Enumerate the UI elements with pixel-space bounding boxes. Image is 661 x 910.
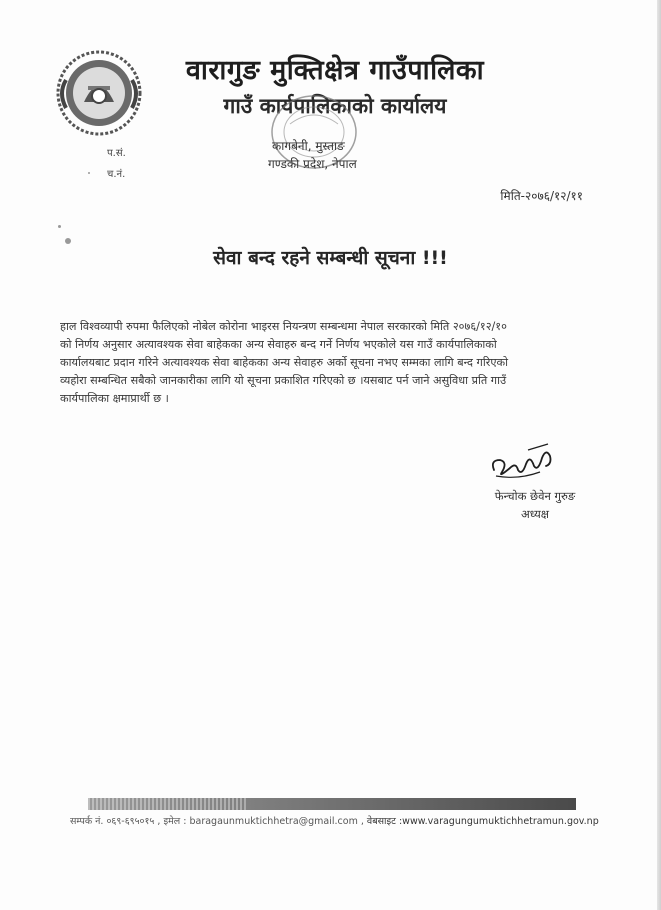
- notice-title: सेवा बन्द रहने सम्बन्धी सूचना !!!: [213, 247, 448, 269]
- notice-body: [60, 318, 605, 408]
- dispatch-number-label: च.नं.: [107, 169, 126, 180]
- scan-edge: [657, 0, 661, 910]
- footer-phone: सम्पर्क नं. ०६९-६९५०१५: [70, 816, 155, 827]
- body-line: को निर्णय अनुसार अत्यावश्यक सेवा बाहेकका अन्य सेवाहरु बन्द गर्ने निर्णय भएकोले यस गाउँ कार्यपालिकाको: [60, 338, 497, 351]
- body-line: व्यहोरा सम्बन्धित सबैको जानकारीका लागि यो सूचना प्रकाशित गरिएको छ ।यसबाट पर्न जाने असुविधा प्रति गाउँ: [60, 374, 507, 387]
- municipality-emblem-logo: [56, 50, 142, 136]
- notice-date: मिति-२०७६/१२/११: [500, 189, 583, 203]
- office-subtitle: गाउँ कार्यपालिकाको कार्यालय: [223, 94, 447, 118]
- footer-divider-bar: [88, 798, 576, 810]
- body-line: कार्यालयबाट प्रदान गरिने अत्यावश्यक सेवा बाहेकका अन्य सेवाहरु अर्को सूचना नभए सम्मका लागि बन्द गरिएको: [60, 356, 508, 369]
- body-line: कार्यपालिका क्षमाप्रार्थी छ ।: [60, 392, 169, 405]
- reference-number-label: प.सं.: [107, 148, 126, 159]
- footer-website: वेबसाइट :www.varagungumuktichhetramun.gov.np: [366, 816, 599, 827]
- body-line: हाल विश्वव्यापी रुपमा फैलिएको नोबेल कोरोना भाइरस नियन्त्रण सम्बन्धमा नेपाल सरकारको मिति २०७६/१२/१०: [60, 320, 507, 333]
- scan-speck: [65, 238, 71, 244]
- scan-speck: [58, 225, 61, 228]
- organization-title: वारागुङ मुक्तिक्षेत्र गाउँपालिका: [185, 55, 485, 86]
- footer-contact-line: सम्पर्क नं. ०६९-६९५०१५ , इमेल : baragaunmuktichhetra@gmail.com , वेबसाइट :www.varagungumuktichhetramun.gov.np: [70, 816, 599, 827]
- address-line-1: कागबेनी, मुस्ताङ: [272, 139, 345, 153]
- signatory-name: फेन्चोक छेवेन गुरुङ: [494, 489, 576, 503]
- signatory-role: अध्यक्ष: [520, 507, 550, 521]
- footer-email: इमेल : baragaunmuktichhetra@gmail.com: [163, 816, 358, 827]
- scan-speck: [88, 172, 90, 174]
- address-line-2: गण्डकी प्रदेश, नेपाल: [268, 157, 357, 171]
- handwritten-signature: [488, 436, 558, 482]
